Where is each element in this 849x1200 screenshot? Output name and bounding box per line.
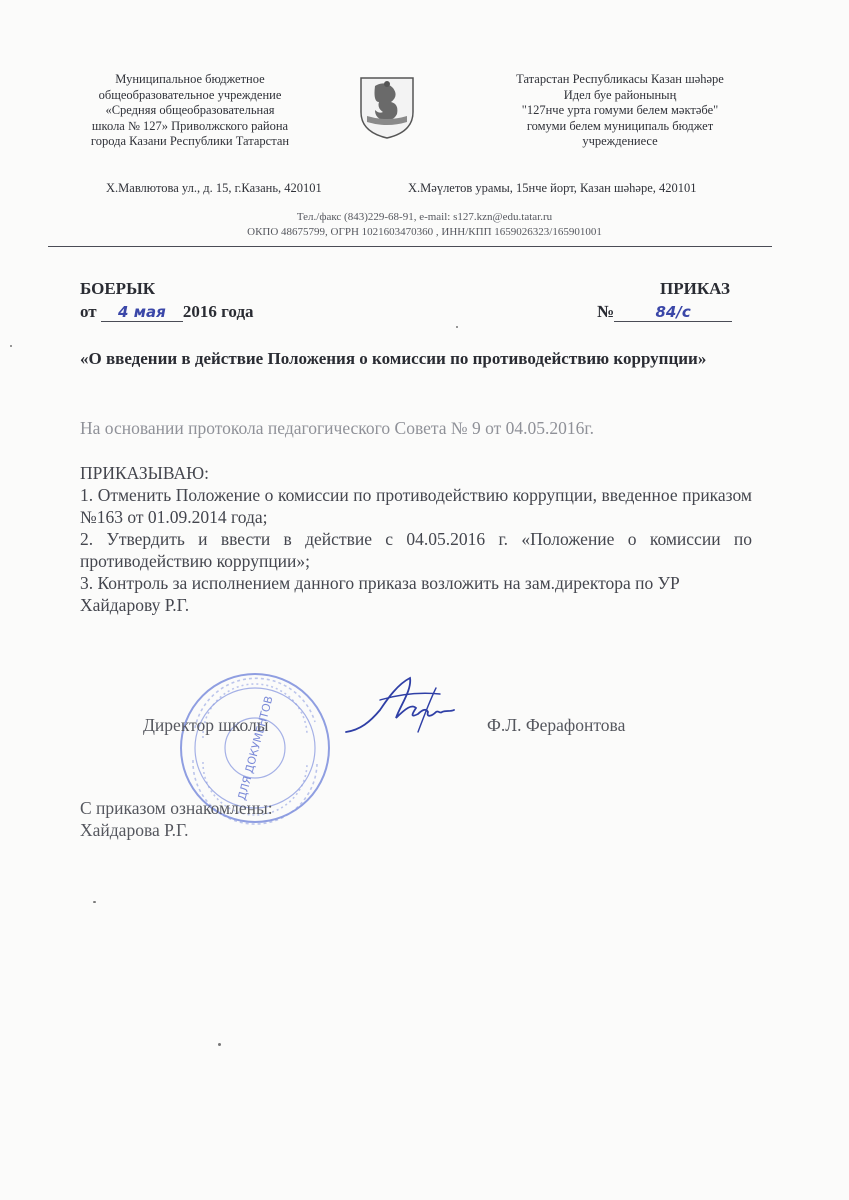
header-right-line: "127нче урта гомуми белем мәктәбе" bbox=[521, 103, 719, 118]
order-item: 1. Отменить Положение о комиссии по противодействию коррупции, введенное приказом №163 от 01.09.2014 года; bbox=[80, 485, 752, 527]
date-suffix: 2016 года bbox=[182, 302, 254, 321]
number-prefix: № bbox=[597, 302, 615, 321]
scan-speck bbox=[93, 901, 96, 903]
order-subject: «О введении в действие Положения о комиссии по противодействию коррупции» bbox=[80, 349, 707, 368]
order-title-tatar: БОЕРЫК bbox=[80, 279, 156, 298]
order-basis: На основании протокола педагогического Совета № 9 от 04.05.2016г. bbox=[80, 418, 594, 438]
director-name: Ф.Л. Ферафонтова bbox=[487, 715, 626, 735]
school-name-tatar bbox=[470, 72, 770, 150]
scan-speck bbox=[218, 1043, 221, 1046]
order-date bbox=[80, 302, 254, 322]
handwritten-date: 4 мая bbox=[101, 303, 183, 322]
order-body bbox=[80, 462, 752, 616]
address-russian: Х.Мавлютова ул., д. 15, г.Казань, 420101 bbox=[106, 181, 322, 195]
registration-codes: ОКПО 48675799, ОГРН 1021603470360 , ИНН/КПП 1659026323/165901001 bbox=[247, 226, 602, 238]
directive-heading: ПРИКАЗЫВАЮ: bbox=[80, 463, 209, 483]
order-number bbox=[597, 302, 732, 322]
header-divider bbox=[48, 246, 772, 247]
header-right-line: Идел буе районының bbox=[563, 87, 677, 102]
coat-of-arms-emblem bbox=[357, 72, 417, 140]
handwritten-signature bbox=[340, 672, 480, 742]
header-right-line: Татарстан Республикасы Казан шәһәре bbox=[516, 72, 724, 86]
school-name-russian bbox=[60, 72, 320, 150]
handwritten-number: 84/с bbox=[614, 303, 732, 322]
signature-title: Директор школы bbox=[143, 715, 269, 735]
acknowledged-person: Хайдарова Р.Г. bbox=[80, 820, 189, 840]
order-title-russian: ПРИКАЗ bbox=[660, 279, 730, 298]
date-prefix: от bbox=[80, 302, 97, 321]
contacts-phone-email: Тел./факс (843)229-68-91, e-mail: s127.kzn@edu.tatar.ru bbox=[296, 211, 553, 223]
scan-speck bbox=[10, 345, 12, 347]
header-left-line: Муниципальное бюджетное bbox=[115, 72, 265, 86]
order-item: 3. Контроль за исполнением данного приказа возложить на зам.директора по УР Хайдарову Р.Г. bbox=[80, 573, 680, 615]
acknowledgement-label: С приказом ознакомлены: bbox=[80, 798, 273, 818]
header-left-line: общеобразовательное учреждение bbox=[98, 87, 282, 102]
order-item: 2. Утвердить и ввести в действие с 04.05.2016 г. «Положение о комиссии по противодействию коррупции»; bbox=[80, 529, 752, 571]
header-right-line: гомуми белем муниципаль бюджет bbox=[526, 118, 714, 133]
header-left-line: города Казани Республики Татарстан bbox=[90, 134, 290, 149]
header-left-line: школа № 127» Приволжского района bbox=[91, 118, 289, 133]
address-tatar: Х.Мәүлетов урамы, 15нче йорт, Казан шәһәре, 420101 bbox=[408, 181, 697, 195]
header-left-line: «Средняя общеобразовательная bbox=[105, 103, 275, 118]
header-right-line: учреждениесе bbox=[582, 134, 658, 149]
scan-speck bbox=[456, 326, 458, 328]
stamp-center-text: ДЛЯ ДОКУМЕНТОВ bbox=[235, 694, 276, 802]
